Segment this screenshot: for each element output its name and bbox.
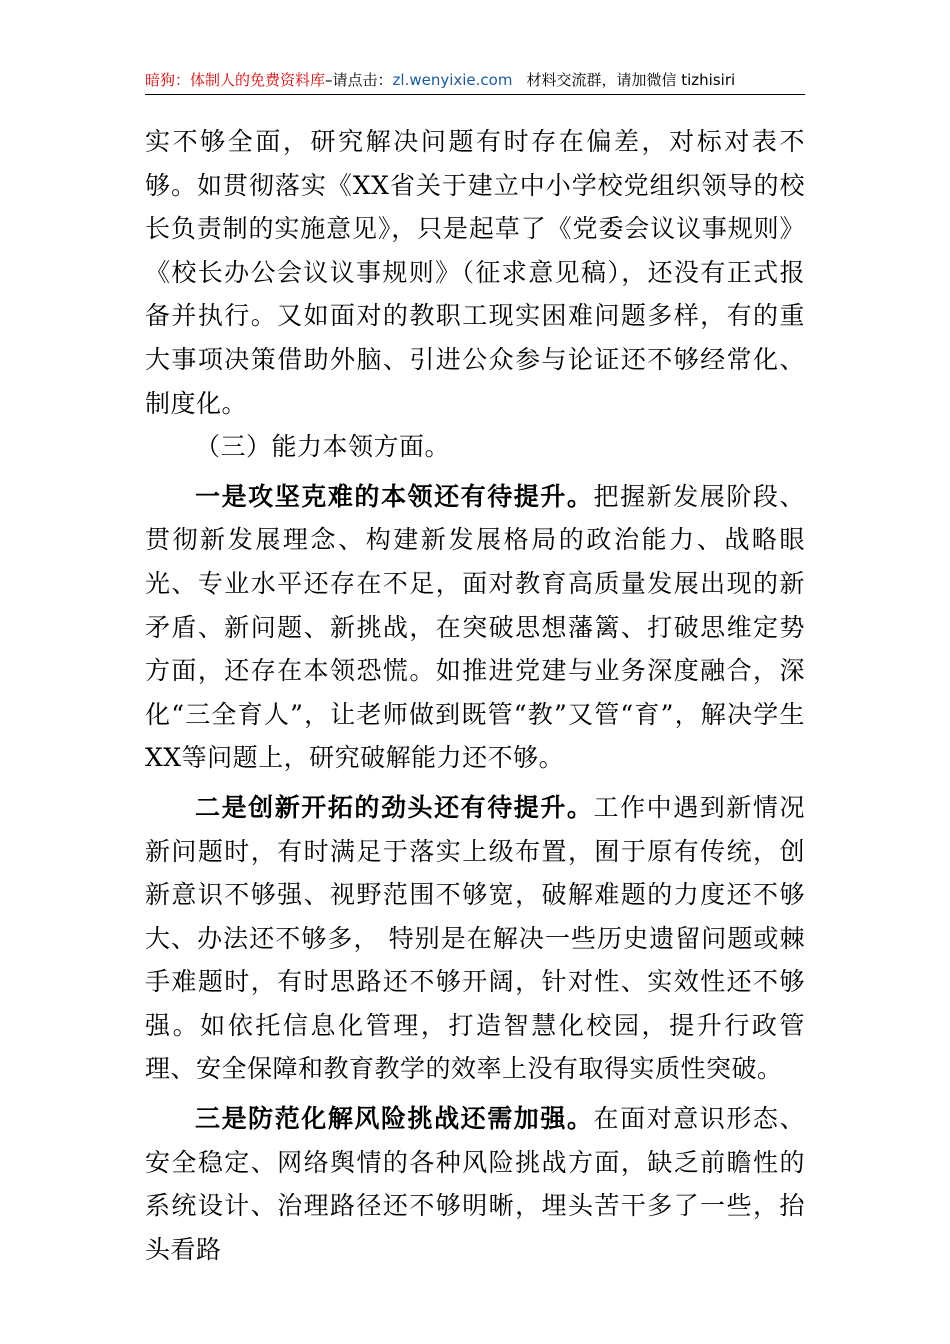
section-heading: （三）能力本领方面。 (195, 432, 451, 462)
paragraph-item-1-body: 把握新发展阶段、贯彻新发展理念、构建新发展格局的政治能力、战略眼光、专业水平还存在不足，面对教育高质量发展出现的新矛盾、新问题、新挑战，在突破思想藩篱、打破思维定势方面，还存在本领恐慌。如推进党建与业务深度融合，深化“三全育人”，让老师做到既管“教”又管“育”，解决学生XX等问题上，研究破解能力还不够。 (145, 481, 805, 773)
paragraph-item-2-body: 工作中遇到新情况新问题时，有时满足于落实上级布置，囿于原有传统，创新意识不够强、视野范围不够宽，破解难题的力度还不够大、办法还不够多， 特别是在解决一些历史遗留问题或棘手难题时，有时思路还不够开阔，针对性、实效性还不够强。如依托信息化管理，打造智慧化校园，提升行政管理、安全保障和教育教学的效率上没有取得实质性突破。 (145, 792, 805, 1084)
header-url-link[interactable]: zl.wenyixie.com (392, 71, 513, 89)
paragraph-item-1 (145, 475, 805, 780)
paragraph-item-3 (145, 1097, 805, 1271)
paragraph-item-1-lead: 一是攻坚克难的本领还有待提升。 (195, 481, 594, 511)
paragraph-item-2-lead: 二是创新开拓的劲头还有待提升。 (195, 792, 594, 822)
paragraph-continuation: 实不够全面，研究解决问题有时存在偏差，对标对表不够。如贯彻落实《XX省关于建立中小学校党组织领导的校长负责制的实施意见》，只是起草了《党委会议议事规则》《校长办公会议议事规则》（征求意见稿），还没有正式报备并执行。又如面对的教职工现实困难问题多样，有的重大事项决策借助外脑、引进公众参与论证还不够经常化、制度化。 (145, 127, 805, 418)
paragraph-item-3-lead: 三是防范化解风险挑战还需加强。 (195, 1104, 594, 1134)
header-group-text: 材料交流群，请加微信 tizhisiri (526, 71, 736, 89)
header-brand: 暗狗：体制人的免费资料库 (145, 71, 326, 89)
paragraph-item-2 (145, 786, 805, 1091)
paragraph-item-3-body: 在面对意识形态、安全稳定、网络舆情的各种风险挑战方面，缺乏前瞻性的系统设计、治理路径还不够明晰，埋头苦干多了一些，抬头看路 (145, 1104, 805, 1264)
header-click-text: –请点击： (325, 71, 393, 89)
document-body (145, 120, 805, 1271)
page-header (145, 66, 805, 95)
